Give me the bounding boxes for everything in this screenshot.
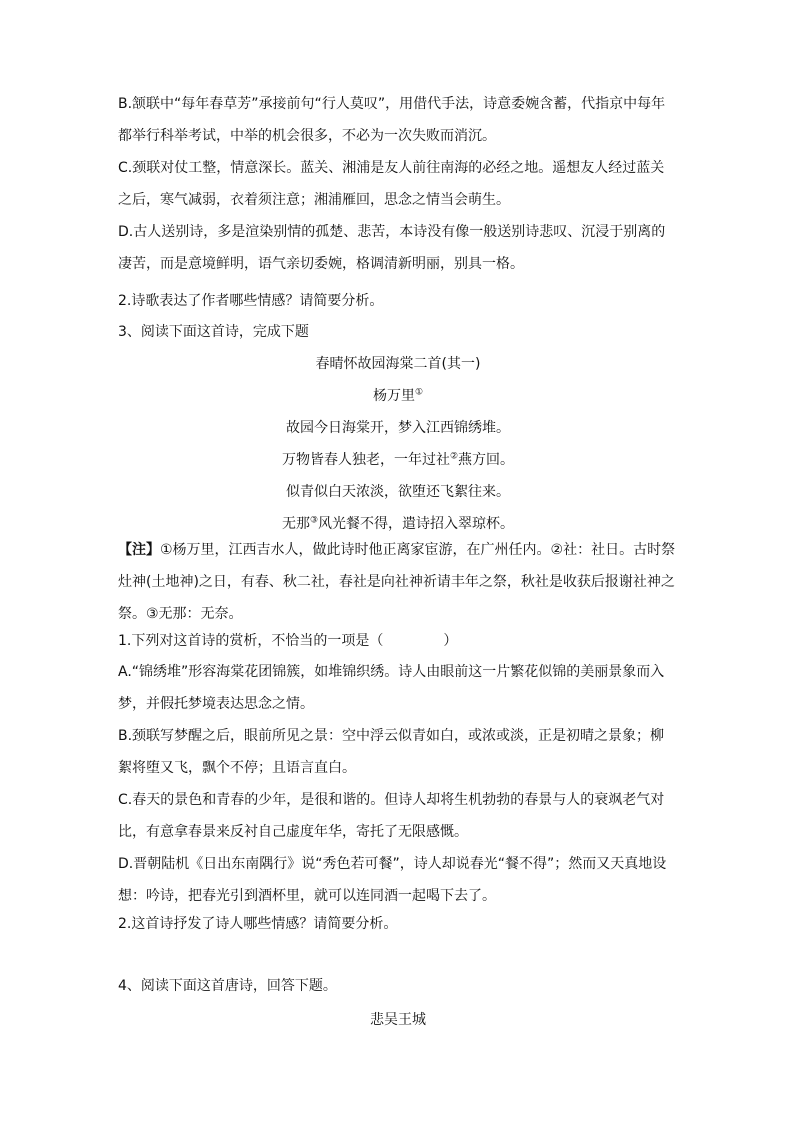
section-4-heading: 4、阅读下面这首唐诗，回答下题。 bbox=[118, 978, 337, 994]
poem-title: 春晴怀故园海棠二首(其一) bbox=[315, 356, 481, 372]
poem-line-1: 故园今日海棠开，梦入江西锦绣堆。 bbox=[286, 420, 510, 436]
option-d-prev: D.古人送别诗，多是渲染别情的孤楚、悲苦，本诗没有像一般送别诗悲叹、沉浸于别离的凄苦，而是意境鲜明，语气亲切委婉，格调清新明丽，别具一格。 bbox=[118, 224, 666, 272]
footnote-mark: ① bbox=[414, 387, 424, 398]
option-c-prev: C.颈联对仗工整，情意深长。蓝关、湘浦是友人前往南海的必经之地。遥想友人经过蓝关之后，寒气减弱，衣着须注意；湘浦雁回，思念之情当会萌生。 bbox=[118, 160, 665, 208]
note-tag: 【注】 bbox=[118, 542, 160, 558]
poem-line-3: 似青似白天浓淡，欲堕还飞絮往来。 bbox=[286, 484, 510, 500]
note-text: ①杨万里，江西吉水人，做此诗时他正离家宦游，在广州任内。②社：社日。古时祭灶神(土地神)之日，有春、秋二社，春社是向社神祈请丰年之祭，秋社是收获后报谢社神之祭。③无那：无奈。 bbox=[118, 542, 676, 622]
option-c: C.春天的景色和青春的少年，是很和谐的。但诗人却将生机勃勃的春景与人的衰飒老气对比，有意拿春景来反衬自己虚度年华，寄托了无限感慨。 bbox=[118, 792, 665, 840]
section-4-poem-title: 悲吴王城 bbox=[370, 1012, 426, 1028]
section-3-heading: 3、阅读下面这首诗，完成下题 bbox=[118, 324, 309, 340]
option-a: A.“锦绣堆”形容海棠花团锦簇，如堆锦织绣。诗人由眼前这一片繁花似锦的美丽景象而入梦，并假托梦境表达思念之情。 bbox=[118, 664, 665, 712]
option-b: B.颈联写梦醒之后，眼前所见之景：空中浮云似青如白，或浓或淡，正是初晴之景象；柳絮将堕又飞，飘个不停；且语言直白。 bbox=[118, 728, 665, 776]
question-1: 1.下列对这首诗的赏析，不恰当的一项是（ ） bbox=[118, 633, 458, 649]
question-2-prev: 2.诗歌表达了作者哪些情感？请简要分析。 bbox=[118, 293, 384, 309]
question-2: 2.这首诗抒发了诗人哪些情感？请简要分析。 bbox=[118, 916, 398, 932]
poem-line-2: 万物皆春人独老，一年过社②燕方回。 bbox=[281, 451, 515, 468]
option-b-prev: B.颔联中“每年春草芳”承接前句“行人莫叹”，用借代手法，诗意委婉含蓄，代指京中每年都举行科举考试，中举的机会很多，不必为一次失败而消沉。 bbox=[118, 96, 666, 144]
option-d: D.晋朝陆机《日出东南隅行》说“秀色若可餐”，诗人却说春光“餐不得”；然而又天真地设想：吟诗，把春光引到酒杯里，就可以连同酒一起喝下去了。 bbox=[118, 856, 667, 904]
poem-author: 杨万里① bbox=[372, 387, 424, 404]
poem-line-4: 无那③风光餐不得，遣诗招入翠琼杯。 bbox=[281, 515, 515, 532]
poem-notes bbox=[118, 534, 678, 630]
